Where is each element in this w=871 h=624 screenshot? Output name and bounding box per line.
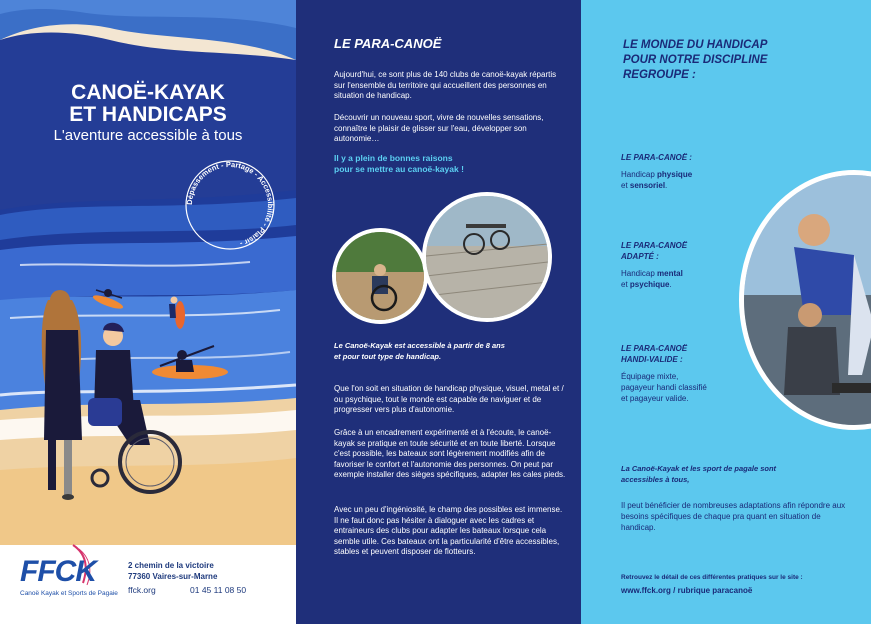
cat2-bold2: psychique [629, 280, 670, 289]
accessible-text [334, 340, 566, 362]
ffck-logo: FFCK [20, 555, 96, 588]
ring-text-path: Dépassement - Partage - Accessibilité - Plaisir - [184, 159, 276, 249]
photo-athlete-circle [739, 170, 871, 430]
address-line2: 77360 Vaires-sur-Marne [128, 572, 218, 581]
cat3-title-line1: LE PARA-CANOË [621, 344, 688, 353]
cover-panel [0, 0, 296, 624]
cat3-line3: et pagayeur valide. [621, 394, 689, 403]
discover-text: Découvrir un nouveau sport, vivre de nouvelles sensations, connaître le plaisir de glisser sur l'eau, développer son autonomie… [334, 113, 544, 143]
intro-text: Aujourd'hui, ce sont plus de 140 clubs de canoë-kayak répartis sur l'ensemble du territoire qui accueillent des personnes en situation de handicap. [334, 70, 557, 100]
para2-text: Grâce à un encadrement expérimenté et à l'écoute, le canoë-kayak se pratique en toute sécurité et en toute liberté. Lorsque c'est possible, les bateaux sont légèrement modifiés afin de favoriser le confort et l'autonomie des personnes. On peut par exemple installer des sièges spécifiques, adapter les cales pieds. [334, 428, 566, 479]
cat2-bold1: mental [657, 269, 683, 278]
para1-text: Que l'on soit en situation de handicap physique, visuel, metal et / ou psychique, tout le monde est capable de naviguer et de progresser vers plus d'autonomie. [334, 384, 564, 414]
accessible-line1: Le Canoë-Kayak est accessible à partir de 8 ans [334, 341, 505, 350]
footer-info: Retrouvez le détail de ces différentes pratiques sur le site : [621, 574, 803, 581]
ring-text [178, 153, 282, 257]
para3-text: Avec un peu d'ingéniosité, le champ des possibles est immense. Il ne faut donc pas hésiter à dialoguer avec les cadres et entraineurs des clubs pour adapter les bateaux lorsque cela semble utile. Ces bateaux ont la particularité d'être accessibles, stables et peuvent disposer de flotteurs. [334, 505, 563, 556]
cover-title [0, 82, 296, 126]
right-heading-line2: POUR NOTRE DISCIPLINE [623, 54, 768, 66]
dock-photo [426, 196, 548, 318]
wheelchair-photo [336, 232, 424, 320]
cat1-bold1: physique [657, 170, 693, 179]
paracanoe-link[interactable]: www.ffck.org / rubrique paracanoë [621, 586, 753, 595]
note-line2: accessibles à tous, [621, 475, 690, 484]
highlight-line2: pour se mettre au canoë-kayak ! [334, 164, 464, 174]
right-heading-line3: REGROUPE : [623, 69, 696, 81]
cover-title-line2: ET HANDICAPS [69, 103, 227, 126]
phone-number: 01 45 11 08 50 [190, 585, 247, 595]
svg-text:Dépassement - Partage - Access [185, 160, 275, 249]
adaptations-text: Il peut bénéficier de nombreuses adaptations afin répondre aux besoins spécifiques de chaque pra quant en situation de handicap. [621, 501, 846, 532]
athlete-photo [744, 175, 871, 425]
cat3-line2: pagayeur handi classifié [621, 383, 707, 392]
middle-panel [296, 0, 581, 624]
right-panel [581, 0, 871, 624]
accessibility-note [621, 463, 851, 485]
photo-wheelchair-circle [332, 228, 428, 324]
cover-title-line1: CANOË-KAYAK [71, 81, 225, 104]
cat1-bold2: sensoriel [629, 181, 666, 190]
cat1-mid: et [621, 181, 630, 190]
highlight-text [334, 153, 566, 175]
cat3-title [621, 343, 687, 365]
cat1-desc [621, 169, 692, 191]
para-canoe-heading: LE PARA-CANOË [334, 36, 442, 51]
cat1-title: LE PARA-CANOË : [621, 153, 692, 162]
right-heading-line1: LE MONDE DU HANDICAP [623, 39, 768, 51]
logo-tagline: Canoë Kayak et Sports de Pagaie [20, 590, 118, 597]
address [128, 560, 217, 582]
cat2-mid: et [621, 280, 630, 289]
cover-subtitle: L'aventure accessible à tous [53, 127, 243, 144]
cat1-pre: Handicap [621, 170, 658, 179]
cat2-title-line2: ADAPTÉ : [621, 252, 659, 261]
right-heading [623, 38, 823, 83]
photo-dock-circle [422, 192, 552, 322]
website-link[interactable]: ffck.org [128, 585, 156, 595]
cat1-end: . [665, 181, 668, 190]
cat2-title [621, 240, 687, 262]
cat2-end: . [669, 280, 672, 289]
cat2-desc [621, 268, 683, 290]
cat3-desc [621, 371, 707, 404]
address-line1: 2 chemin de la victoire [128, 561, 214, 570]
cat3-line1: Équipage mixte, [621, 372, 679, 381]
note-line1: La Canoë-Kayak et les sport de pagale sont [621, 464, 777, 473]
cat2-title-line1: LE PARA-CANOË [621, 241, 688, 250]
highlight-line1: Il y a plein de bonnes raisons [334, 153, 453, 163]
cat2-pre: Handicap [621, 269, 658, 278]
accessible-line2: et pour tout type de handicap. [334, 352, 442, 361]
cat3-title-line2: HANDI-VALIDE : [621, 355, 683, 364]
